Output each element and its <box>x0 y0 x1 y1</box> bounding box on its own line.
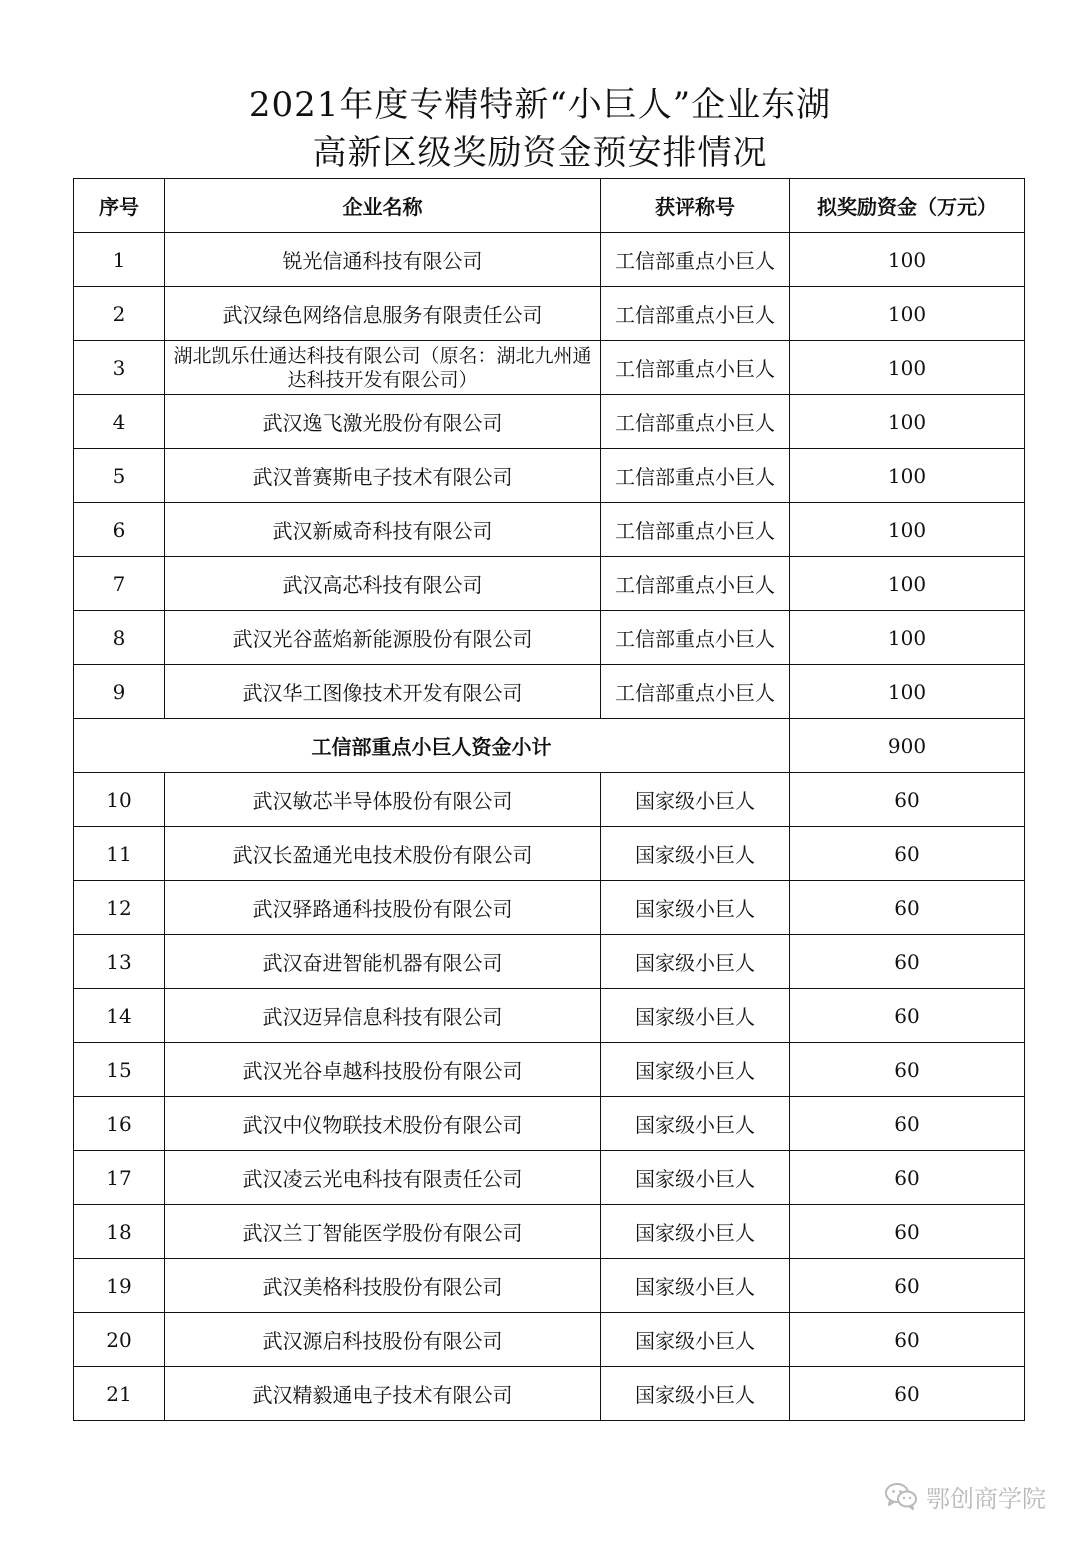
row-award-amount: 100 <box>790 557 1025 611</box>
wechat-icon <box>884 1482 918 1510</box>
row-serial-number: 9 <box>74 665 165 719</box>
table-row <box>74 1043 1025 1097</box>
row-company-name: 武汉绿色网络信息服务有限责任公司 <box>165 287 601 341</box>
row-serial-number: 14 <box>74 989 165 1043</box>
row-award-amount: 100 <box>790 503 1025 557</box>
account-watermark <box>884 1478 1046 1514</box>
row-serial-number: 11 <box>74 827 165 881</box>
table-row <box>74 341 1025 395</box>
row-award-amount: 100 <box>790 665 1025 719</box>
header-company-name: 企业名称 <box>165 179 601 233</box>
table-body <box>74 233 1025 1421</box>
row-award-title: 工信部重点小巨人 <box>601 449 790 503</box>
row-award-title: 工信部重点小巨人 <box>601 557 790 611</box>
header-serial-number: 序号 <box>74 179 165 233</box>
table-row <box>74 827 1025 881</box>
header-award-amount: 拟奖励资金（万元） <box>790 179 1025 233</box>
row-company-name: 武汉敏芯半导体股份有限公司 <box>165 773 601 827</box>
row-serial-number: 1 <box>74 233 165 287</box>
row-serial-number: 8 <box>74 611 165 665</box>
row-award-amount: 100 <box>790 233 1025 287</box>
row-award-title: 国家级小巨人 <box>601 989 790 1043</box>
row-serial-number: 19 <box>74 1259 165 1313</box>
row-award-amount: 60 <box>790 1151 1025 1205</box>
row-serial-number: 4 <box>74 395 165 449</box>
watermark-text: 鄂创商学院 <box>926 1484 1046 1513</box>
row-award-title: 工信部重点小巨人 <box>601 395 790 449</box>
row-serial-number: 7 <box>74 557 165 611</box>
row-award-title: 工信部重点小巨人 <box>601 233 790 287</box>
table-row <box>74 233 1025 287</box>
row-award-title: 国家级小巨人 <box>601 827 790 881</box>
row-award-title: 国家级小巨人 <box>601 1367 790 1421</box>
row-award-amount: 100 <box>790 449 1025 503</box>
row-company-name: 武汉逸飞激光股份有限公司 <box>165 395 601 449</box>
row-award-title: 国家级小巨人 <box>601 1043 790 1097</box>
row-company-name: 武汉长盈通光电技术股份有限公司 <box>165 827 601 881</box>
award-funding-table <box>73 178 1025 1421</box>
row-award-title: 国家级小巨人 <box>601 1313 790 1367</box>
row-serial-number: 20 <box>74 1313 165 1367</box>
row-award-amount: 100 <box>790 395 1025 449</box>
row-award-amount: 60 <box>790 1259 1025 1313</box>
row-serial-number: 12 <box>74 881 165 935</box>
table-row <box>74 1097 1025 1151</box>
row-award-title: 国家级小巨人 <box>601 1097 790 1151</box>
subtotal-amount: 900 <box>790 719 1025 773</box>
row-company-name: 湖北凯乐仕通达科技有限公司（原名：湖北九州通达科技开发有限公司） <box>165 341 601 395</box>
row-serial-number: 6 <box>74 503 165 557</box>
row-company-name: 武汉高芯科技有限公司 <box>165 557 601 611</box>
table-row <box>74 1205 1025 1259</box>
row-company-name: 武汉精毅通电子技术有限公司 <box>165 1367 601 1421</box>
table-row <box>74 557 1025 611</box>
table-row <box>74 449 1025 503</box>
row-award-amount: 60 <box>790 935 1025 989</box>
row-company-name: 武汉驿路通科技股份有限公司 <box>165 881 601 935</box>
row-award-title: 工信部重点小巨人 <box>601 665 790 719</box>
row-serial-number: 18 <box>74 1205 165 1259</box>
row-company-name: 武汉光谷卓越科技股份有限公司 <box>165 1043 601 1097</box>
subtotal-label: 工信部重点小巨人资金小计 <box>74 719 790 773</box>
row-award-title: 国家级小巨人 <box>601 1151 790 1205</box>
row-company-name: 武汉中仪物联技术股份有限公司 <box>165 1097 601 1151</box>
document-title-line-1: 2021年度专精特新“小巨人”企业东湖 <box>248 85 832 125</box>
row-company-name: 武汉新威奇科技有限公司 <box>165 503 601 557</box>
row-serial-number: 3 <box>74 341 165 395</box>
table-row <box>74 1151 1025 1205</box>
document-title-line-2: 高新区级奖励资金预安排情况 <box>312 133 768 173</box>
row-award-amount: 60 <box>790 1367 1025 1421</box>
table-row <box>74 665 1025 719</box>
table-row <box>74 503 1025 557</box>
row-serial-number: 21 <box>74 1367 165 1421</box>
row-award-title: 国家级小巨人 <box>601 881 790 935</box>
row-award-amount: 60 <box>790 1313 1025 1367</box>
row-award-amount: 60 <box>790 1205 1025 1259</box>
table-row <box>74 989 1025 1043</box>
table-row <box>74 395 1025 449</box>
row-company-name: 武汉源启科技股份有限公司 <box>165 1313 601 1367</box>
header-award-title: 获评称号 <box>601 179 790 233</box>
row-award-title: 国家级小巨人 <box>601 935 790 989</box>
row-company-name: 武汉凌云光电科技有限责任公司 <box>165 1151 601 1205</box>
row-award-title: 工信部重点小巨人 <box>601 341 790 395</box>
table-header-row <box>74 179 1025 233</box>
row-serial-number: 2 <box>74 287 165 341</box>
row-company-name: 武汉兰丁智能医学股份有限公司 <box>165 1205 601 1259</box>
row-company-name: 武汉华工图像技术开发有限公司 <box>165 665 601 719</box>
table-row <box>74 881 1025 935</box>
row-award-amount: 60 <box>790 1043 1025 1097</box>
row-serial-number: 5 <box>74 449 165 503</box>
row-serial-number: 17 <box>74 1151 165 1205</box>
row-award-amount: 100 <box>790 611 1025 665</box>
table-row <box>74 773 1025 827</box>
table-row <box>74 287 1025 341</box>
table-row <box>74 1259 1025 1313</box>
row-company-name: 武汉美格科技股份有限公司 <box>165 1259 601 1313</box>
row-award-title: 国家级小巨人 <box>601 773 790 827</box>
row-award-amount: 60 <box>790 827 1025 881</box>
row-company-name: 武汉奋进智能机器有限公司 <box>165 935 601 989</box>
row-company-name: 武汉光谷蓝焰新能源股份有限公司 <box>165 611 601 665</box>
row-award-title: 工信部重点小巨人 <box>601 287 790 341</box>
row-award-amount: 60 <box>790 989 1025 1043</box>
row-serial-number: 15 <box>74 1043 165 1097</box>
row-serial-number: 13 <box>74 935 165 989</box>
row-award-title: 国家级小巨人 <box>601 1205 790 1259</box>
row-award-title: 国家级小巨人 <box>601 1259 790 1313</box>
row-serial-number: 16 <box>74 1097 165 1151</box>
row-award-amount: 100 <box>790 287 1025 341</box>
row-company-name: 武汉迈异信息科技有限公司 <box>165 989 601 1043</box>
table-row <box>74 611 1025 665</box>
row-award-amount: 60 <box>790 881 1025 935</box>
row-award-title: 工信部重点小巨人 <box>601 611 790 665</box>
row-company-name: 武汉普赛斯电子技术有限公司 <box>165 449 601 503</box>
subtotal-row <box>74 719 1025 773</box>
row-company-name: 锐光信通科技有限公司 <box>165 233 601 287</box>
row-award-amount: 100 <box>790 341 1025 395</box>
row-award-title: 工信部重点小巨人 <box>601 503 790 557</box>
table-row <box>74 1313 1025 1367</box>
row-serial-number: 10 <box>74 773 165 827</box>
row-award-amount: 60 <box>790 1097 1025 1151</box>
table-row <box>74 1367 1025 1421</box>
table-row <box>74 935 1025 989</box>
row-award-amount: 60 <box>790 773 1025 827</box>
